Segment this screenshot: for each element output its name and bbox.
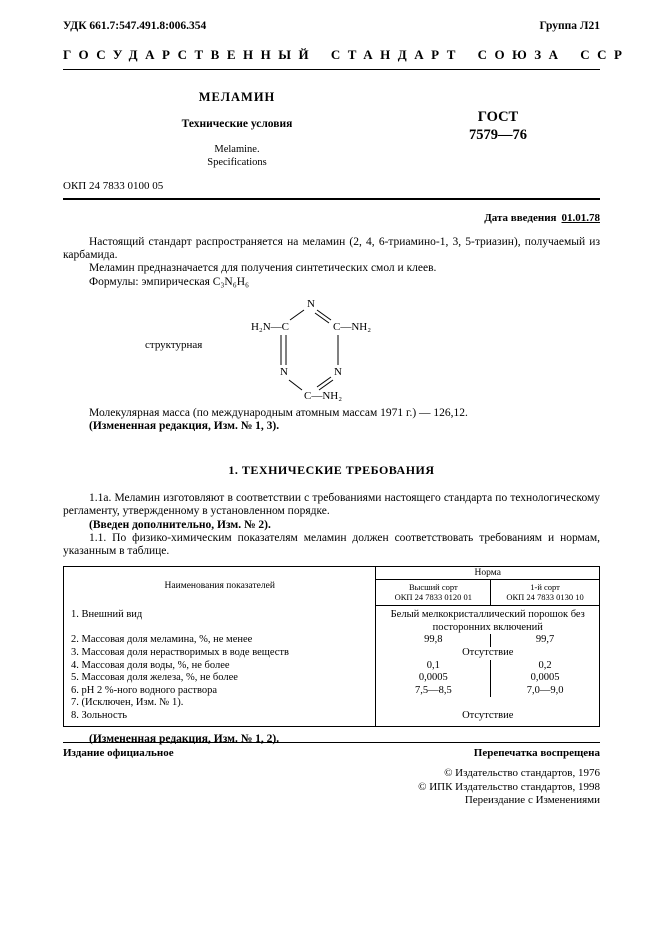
table-row (64, 647, 600, 660)
introduction-date-line (63, 212, 600, 224)
paragraph-scope: Настоящий стандарт распространяется на меламин (2, 4, 6-триамино-1, 3, 5-триазин), получаемый из карбамида. (63, 236, 600, 262)
amendment-note-2: (Введен дополнительно, Изм. № 2). (89, 518, 271, 531)
footer-labels-row (63, 747, 600, 759)
row-name-cell: 4. Массовая доля воды, %, не более (64, 660, 376, 673)
row-name-cell: 1. Внешний вид (64, 606, 376, 635)
footer-divider (63, 742, 600, 743)
standard-subtitle-en: Specifications (207, 157, 267, 168)
paragraph-molecular-mass: Молекулярная масса (по международным атомным массам 1971 г.) — 126,12. (89, 406, 468, 419)
gost-designation (423, 108, 573, 144)
grade1-title: Высший сорт (408, 582, 458, 593)
row-name-cell: 3. Массовая доля нерастворимых в воде веществ (64, 647, 376, 660)
row-value-cell: 0,0005 (418, 672, 448, 684)
row-value-span-cell: Отсутствие (462, 647, 514, 659)
copyright-1998: © ИПК Издательство стандартов, 1998 (418, 780, 600, 793)
grade1-okp: ОКП 24 7833 0120 01 (394, 592, 473, 603)
paragraph-empirical-formula: Формулы: эмпирическая C₃N₆H₆ (89, 275, 250, 288)
reprint-prohibited-label: Перепечатка воспрещена (473, 747, 600, 759)
row-value-span-cell: Белый мелкокристаллический порошок без посторонних включений (390, 609, 585, 633)
title-divider (63, 198, 600, 200)
gost-number: 7579—76 (469, 127, 527, 143)
paragraph-1-1: 1.1. По физико-химическим показателям меламин должен соответствовать требованиям и нормам, указанным в таблице. (63, 531, 600, 558)
atom-n-right: N (334, 365, 342, 378)
column-header-first-grade (491, 580, 600, 606)
amendment-note-3: (Измененная редакция, Изм. № 1, 2). (89, 732, 280, 745)
row-name-cell: 6. pH 2 %-ного водного раствора (64, 685, 376, 698)
okp-code: ОКП 24 7833 0100 05 (63, 180, 164, 192)
row-value-span-cell (376, 697, 600, 710)
column-header-indicators: Наименования показателей (64, 567, 376, 606)
row-value-cell: 0,1 (426, 659, 440, 671)
official-edition-label: Издание официальное (63, 747, 174, 759)
table-row (64, 660, 600, 673)
grade2-okp: ОКП 24 7833 0130 10 (506, 592, 584, 603)
table-row (64, 634, 600, 647)
row-value-cell: 7,5—8,5 (414, 684, 452, 696)
page-footer (63, 742, 600, 808)
structural-formula-diagram (63, 291, 600, 403)
atom-c-right-amine: C—NH₂ (333, 320, 372, 333)
grade2-title: 1-й сорт (530, 582, 560, 593)
atom-n-left: N (280, 365, 288, 378)
triazine-ring-drawing (205, 291, 425, 403)
row-name-cell: 8. Зольность (64, 710, 376, 726)
reissue-note: Переиздание с Изменениями (464, 794, 600, 806)
column-header-norma: Норма (376, 567, 600, 580)
paragraph-1-1a: 1.1а. Меламин изготовляют в соответствии с требованиями настоящего стандарта по технологическому регламенту, утвержденному в установленном порядке. (63, 492, 600, 518)
group-code: Группа Л21 (539, 20, 600, 32)
date-label: Дата введения (484, 212, 557, 224)
top-codes-row (63, 20, 600, 32)
standard-name: МЕЛАМИН (198, 90, 276, 104)
specifications-table (63, 566, 600, 726)
section-1-heading: 1. ТЕХНИЧЕСКИЕ ТРЕБОВАНИЯ (228, 463, 435, 478)
gost-label: ГОСТ (477, 109, 519, 125)
row-value-cell: 99,7 (491, 634, 600, 647)
row-value-cell: 0,0005 (491, 672, 600, 685)
amendment-note-1: (Измененная редакция, Изм. № 1, 3). (89, 420, 280, 433)
title-block (63, 70, 600, 198)
table-row (64, 697, 600, 710)
row-value-span-cell: Отсутствие (462, 709, 514, 721)
atom-n-top: N (307, 297, 315, 310)
table-row (64, 685, 600, 698)
atom-c-bottom-amine: C—NH₂ (304, 389, 343, 402)
standard-name-en: Melamine. (214, 144, 260, 155)
column-header-premium-grade (376, 580, 491, 606)
table-row (64, 672, 600, 685)
udk-code: УДК 661.7:547.491.8:006.354 (63, 20, 207, 32)
row-value-cell: 99,8 (424, 634, 443, 646)
paragraph-purpose: Меламин предназначается для получения синтетических смол и клеев. (89, 262, 437, 275)
row-name-cell: 2. Массовая доля меламина, %, не менее (64, 634, 376, 647)
state-standard-title: ГОСУДАРСТВЕННЫЙ СТАНДАРТ СОЮЗА ССР (63, 47, 630, 62)
structural-formula-label: структурная (145, 338, 203, 351)
copyright-block (63, 767, 600, 808)
copyright-1976: © Издательство стандартов, 1976 (444, 767, 600, 779)
table-row (64, 606, 600, 635)
row-value-cell: 0,2 (491, 660, 600, 673)
standard-subtitle: Технические условия (181, 118, 293, 130)
atom-c-left-amine: H₂N—C (250, 320, 289, 333)
date-value: 01.01.78 (561, 212, 600, 224)
row-name-cell: 5. Массовая доля железа, %, не более (64, 672, 376, 685)
table-row (64, 710, 600, 726)
row-name-cell: 7. (Исключен, Изм. № 1). (64, 697, 376, 710)
row-value-cell: 7,0—9,0 (491, 685, 600, 698)
